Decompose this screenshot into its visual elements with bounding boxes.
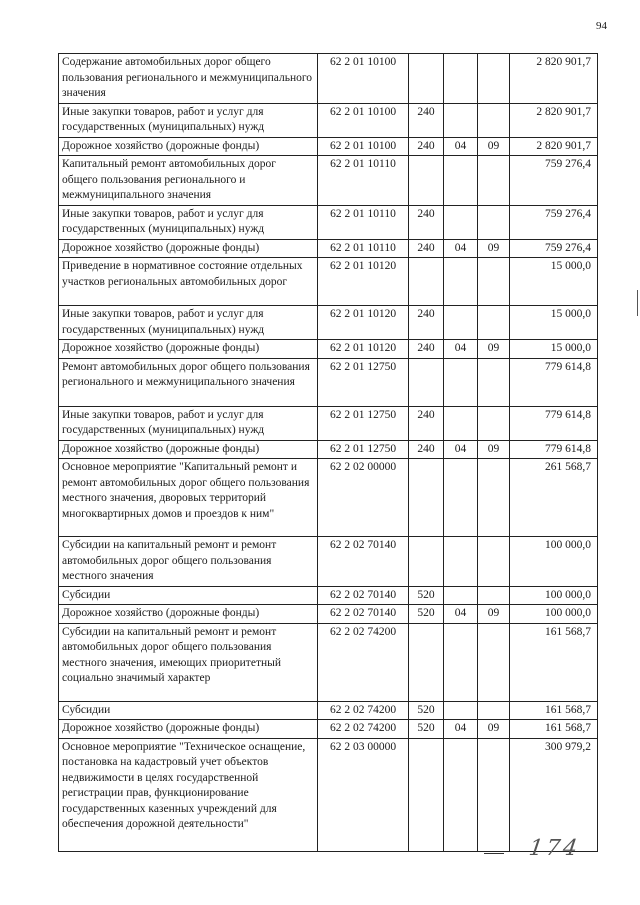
amount-cell: 300 979,2 (510, 738, 598, 851)
target-code-cell: 62 2 02 74200 (318, 720, 409, 739)
amount-cell: 779 614,8 (510, 358, 598, 406)
table-row (59, 738, 598, 851)
amount-cell: 15 000,0 (510, 306, 598, 340)
amount-cell: 779 614,8 (510, 440, 598, 459)
expense-type-cell: 240 (409, 239, 444, 258)
section-cell (444, 738, 478, 851)
table-row (59, 258, 598, 306)
amount-cell: 2 820 901,7 (510, 54, 598, 104)
subsection-cell: 09 (478, 440, 510, 459)
item-name-cell: Иные закупки товаров, работ и услуг для государственных (муниципальных) нужд (59, 406, 318, 440)
expense-type-cell (409, 459, 444, 537)
amount-cell: 779 614,8 (510, 406, 598, 440)
item-name-cell: Основное мероприятие "Капитальный ремонт и ремонт автомобильных дорог общего пользования местного значения, дворовых территорий многоквартирных домов и проездов к ним" (59, 459, 318, 537)
table-row (59, 340, 598, 359)
item-name-cell: Дорожное хозяйство (дорожные фонды) (59, 720, 318, 739)
subsection-cell: 09 (478, 340, 510, 359)
subsection-cell (478, 537, 510, 587)
section-cell: 04 (444, 720, 478, 739)
target-code-cell: 62 2 02 74200 (318, 701, 409, 720)
target-code-cell: 62 2 01 12750 (318, 406, 409, 440)
section-cell (444, 306, 478, 340)
section-cell: 04 (444, 605, 478, 624)
section-cell: 04 (444, 440, 478, 459)
budget-table (58, 53, 598, 852)
item-name-cell: Дорожное хозяйство (дорожные фонды) (59, 137, 318, 156)
target-code-cell: 62 2 01 10100 (318, 54, 409, 104)
table-row (59, 586, 598, 605)
subsection-cell (478, 358, 510, 406)
section-cell (444, 701, 478, 720)
section-cell (444, 537, 478, 587)
item-name-cell: Капитальный ремонт автомобильных дорог общего пользования регионального и межмуниципального значения (59, 156, 318, 206)
expense-type-cell (409, 537, 444, 587)
section-cell: 04 (444, 137, 478, 156)
section-cell (444, 459, 478, 537)
target-code-cell: 62 2 01 10100 (318, 137, 409, 156)
table-row (59, 54, 598, 104)
amount-cell: 2 820 901,7 (510, 103, 598, 137)
budget-table-body (59, 54, 598, 852)
target-code-cell: 62 2 01 10110 (318, 205, 409, 239)
subsection-cell: 09 (478, 720, 510, 739)
expense-type-cell: 520 (409, 720, 444, 739)
item-name-cell: Дорожное хозяйство (дорожные фонды) (59, 239, 318, 258)
amount-cell: 759 276,4 (510, 205, 598, 239)
subsection-cell (478, 258, 510, 306)
item-name-cell: Субсидии (59, 701, 318, 720)
item-name-cell: Приведение в нормативное состояние отдельных участков региональных автомобильных дорог (59, 258, 318, 306)
subsection-cell (478, 54, 510, 104)
table-row (59, 605, 598, 624)
target-code-cell: 62 2 01 10110 (318, 239, 409, 258)
table-row (59, 137, 598, 156)
section-cell (444, 623, 478, 701)
section-cell: 04 (444, 239, 478, 258)
item-name-cell: Иные закупки товаров, работ и услуг для государственных (муниципальных) нужд (59, 103, 318, 137)
table-row (59, 701, 598, 720)
section-cell (444, 406, 478, 440)
amount-cell: 2 820 901,7 (510, 137, 598, 156)
amount-cell: 759 276,4 (510, 239, 598, 258)
item-name-cell: Основное мероприятие "Техническое оснащение, постановка на кадастровый учет объектов недвижимости в целях государственной регистрации прав, функционирование государственных казенных учреждений для обеспечения дорожной деятельности" (59, 738, 318, 851)
item-name-cell: Ремонт автомобильных дорог общего пользования регионального и межмуниципального значения (59, 358, 318, 406)
item-name-cell: Дорожное хозяйство (дорожные фонды) (59, 605, 318, 624)
target-code-cell: 62 2 01 10100 (318, 103, 409, 137)
section-cell (444, 156, 478, 206)
amount-cell: 100 000,0 (510, 586, 598, 605)
target-code-cell: 62 2 01 10120 (318, 306, 409, 340)
target-code-cell: 62 2 01 10120 (318, 258, 409, 306)
expense-type-cell: 240 (409, 205, 444, 239)
table-row (59, 205, 598, 239)
subsection-cell (478, 306, 510, 340)
target-code-cell: 62 2 01 12750 (318, 358, 409, 406)
item-name-cell: Содержание автомобильных дорог общего пользования регионального и межмуниципального значения (59, 54, 318, 104)
target-code-cell: 62 2 01 12750 (318, 440, 409, 459)
expense-type-cell: 240 (409, 340, 444, 359)
expense-type-cell: 240 (409, 137, 444, 156)
expense-type-cell (409, 156, 444, 206)
expense-type-cell (409, 258, 444, 306)
amount-cell: 15 000,0 (510, 258, 598, 306)
item-name-cell: Иные закупки товаров, работ и услуг для государственных (муниципальных) нужд (59, 205, 318, 239)
item-name-cell: Субсидии на капитальный ремонт и ремонт автомобильных дорог общего пользования местного значения (59, 537, 318, 587)
subsection-cell (478, 103, 510, 137)
table-row (59, 720, 598, 739)
item-name-cell: Иные закупки товаров, работ и услуг для государственных (муниципальных) нужд (59, 306, 318, 340)
expense-type-cell (409, 358, 444, 406)
expense-type-cell (409, 738, 444, 851)
target-code-cell: 62 2 02 70140 (318, 605, 409, 624)
target-code-cell: 62 2 01 10120 (318, 340, 409, 359)
target-code-cell: 62 2 02 00000 (318, 459, 409, 537)
footer-dash (484, 853, 504, 854)
item-name-cell: Субсидии на капитальный ремонт и ремонт автомобильных дорог общего пользования местного значения, имеющих приоритетный социально значимый характер (59, 623, 318, 701)
expense-type-cell: 240 (409, 440, 444, 459)
expense-type-cell: 240 (409, 406, 444, 440)
subsection-cell (478, 623, 510, 701)
amount-cell: 759 276,4 (510, 156, 598, 206)
subsection-cell (478, 156, 510, 206)
expense-type-cell (409, 54, 444, 104)
amount-cell: 161 568,7 (510, 623, 598, 701)
expense-type-cell: 520 (409, 701, 444, 720)
target-code-cell: 62 2 01 10110 (318, 156, 409, 206)
page-edge-mark (637, 290, 638, 316)
item-name-cell: Дорожное хозяйство (дорожные фонды) (59, 340, 318, 359)
amount-cell: 15 000,0 (510, 340, 598, 359)
section-cell (444, 205, 478, 239)
amount-cell: 100 000,0 (510, 605, 598, 624)
table-row (59, 440, 598, 459)
subsection-cell (478, 459, 510, 537)
section-cell (444, 54, 478, 104)
section-cell (444, 103, 478, 137)
expense-type-cell: 520 (409, 605, 444, 624)
section-cell (444, 586, 478, 605)
section-cell (444, 258, 478, 306)
expense-type-cell: 240 (409, 306, 444, 340)
item-name-cell: Субсидии (59, 586, 318, 605)
table-row (59, 358, 598, 406)
expense-type-cell: 520 (409, 586, 444, 605)
table-row (59, 406, 598, 440)
subsection-cell (478, 701, 510, 720)
target-code-cell: 62 2 03 00000 (318, 738, 409, 851)
target-code-cell: 62 2 02 74200 (318, 623, 409, 701)
table-row (59, 623, 598, 701)
subsection-cell (478, 738, 510, 851)
table-row (59, 103, 598, 137)
amount-cell: 100 000,0 (510, 537, 598, 587)
subsection-cell: 09 (478, 137, 510, 156)
handwritten-page-number: 174 (527, 836, 582, 861)
amount-cell: 161 568,7 (510, 701, 598, 720)
table-row (59, 156, 598, 206)
subsection-cell (478, 406, 510, 440)
page-number: 94 (596, 20, 607, 32)
table-row (59, 239, 598, 258)
section-cell (444, 358, 478, 406)
amount-cell: 161 568,7 (510, 720, 598, 739)
expense-type-cell (409, 623, 444, 701)
section-cell: 04 (444, 340, 478, 359)
table-row (59, 537, 598, 587)
subsection-cell (478, 586, 510, 605)
table-row (59, 459, 598, 537)
subsection-cell: 09 (478, 239, 510, 258)
table-row (59, 306, 598, 340)
expense-type-cell: 240 (409, 103, 444, 137)
subsection-cell: 09 (478, 605, 510, 624)
amount-cell: 261 568,7 (510, 459, 598, 537)
target-code-cell: 62 2 02 70140 (318, 586, 409, 605)
target-code-cell: 62 2 02 70140 (318, 537, 409, 587)
subsection-cell (478, 205, 510, 239)
item-name-cell: Дорожное хозяйство (дорожные фонды) (59, 440, 318, 459)
